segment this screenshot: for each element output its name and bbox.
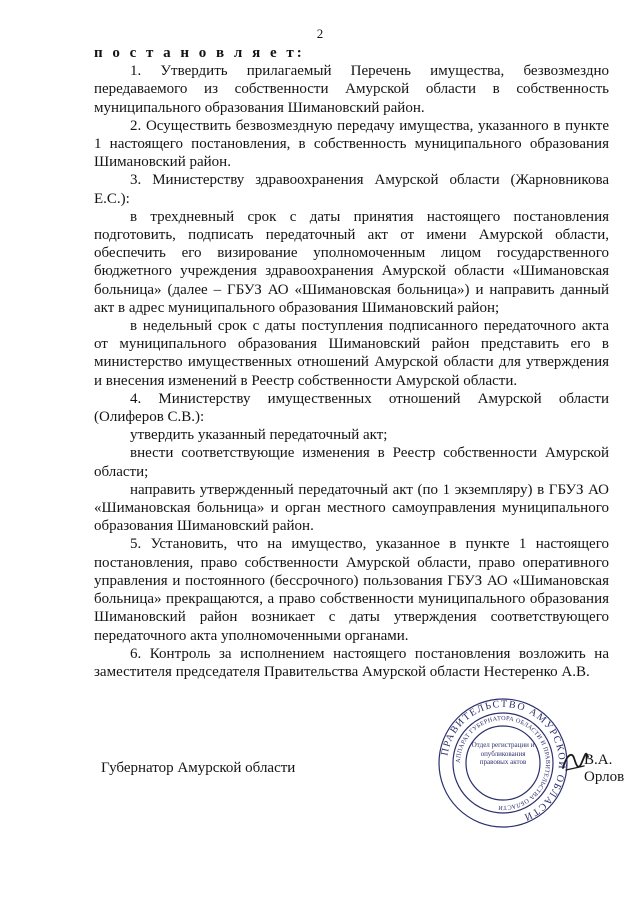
official-stamp: ПРАВИТЕЛЬСТВО АМУРСКОЙ ОБЛАСТИ АППАРАТ ГУБЕРНАТОРА ОБЛАСТИ И ПРАВИТЕЛЬСТВА ОБЛАСТИ Отдел регистрации и опубликования правовых актов (437, 697, 569, 829)
paragraph-item-3-sub-1: в трехдневный срок с даты принятия настоящего постановления подготовить, подписать передаточный акт от имени Амурской области, обеспечить его визирование уполномоченным лицом государственного бюджетного учреждения здравоохранения Амурской области «Шимановская больница» (далее – ГБУЗ АО «Шимановская больница») и направить данный акт в адрес муниципального образования Шимановский район; (94, 208, 609, 316)
signer-title: Губернатор Амурской области (101, 760, 296, 776)
page-number: 2 (316, 26, 324, 41)
paragraph-item-1: 1. Утвердить прилагаемый Перечень имущества, безвозмездно передаваемого из собственности Амурской области в собственность муниципального образования Шимановский район. (94, 63, 609, 116)
paragraph-item-3-sub-2: в недельный срок с даты поступления подписанного передаточного акта от муниципального образования Шимановский район представить его в министерство имущественных отношений Амурской области для утверждения и внесения изменений в Реестр собственности Амурской области. (94, 318, 609, 389)
svg-text:ПРАВИТЕЛЬСТВО АМУРСКОЙ ОБЛАСТИ: ПРАВИТЕЛЬСТВО АМУРСКОЙ ОБЛАСТИ (439, 698, 568, 823)
document-body (94, 44, 609, 681)
paragraph-item-4-sub-2: внести соответствующие изменения в Реестр собственности Амурской области; (94, 445, 609, 480)
paragraph-item-4-sub-3: направить утвержденный передаточный акт (по 1 экземпляру) в ГБУЗ АО «Шимановская больница» и орган местного самоуправления муниципального образования Шимановский район. (94, 481, 609, 535)
handwritten-signature (560, 748, 590, 776)
resolves-heading: п о с т а н о в л я е т: (94, 45, 305, 61)
paragraph-item-6: 6. Контроль за исполнением настоящего постановления возложить на заместителя председателя Правительства Амурской области Нестеренко А.В. (94, 645, 609, 680)
signer-name: В.А. Орлов (584, 752, 625, 785)
svg-text:АППАРАТ ГУБЕРНАТОРА ОБЛАСТИ И: АППАРАТ ГУБЕРНАТОРА ОБЛАСТИ И ПРАВИТЕЛЬСТВА ОБЛАСТИ (454, 714, 552, 812)
paragraph-item-4-sub-1: утвердить указанный передаточный акт; (130, 427, 388, 444)
paragraph-item-5: 5. Установить, что на имущество, указанное в пункте 1 настоящего постановления, право собственности Амурской области, право оперативного управления и постоянного (бессрочного) пользования ГБУЗ АО «Шимановская больница» прекращаются, а право собственности муниципального образования Шимановский район возникает с даты утверждения соответствующего передаточного акта уполномоченными органами. (94, 536, 609, 644)
paragraph-item-3: 3. Министерству здравоохранения Амурской области (Жарновникова Е.С.): (94, 172, 609, 207)
paragraph-item-4: 4. Министерству имущественных отношений Амурской области (Олиферов С.В.): (94, 390, 609, 426)
paragraph-item-2: 2. Осуществить безвозмездную передачу имущества, указанного в пункте 1 настоящего постановления, в собственность муниципального образования Шимановский район. (94, 117, 609, 171)
